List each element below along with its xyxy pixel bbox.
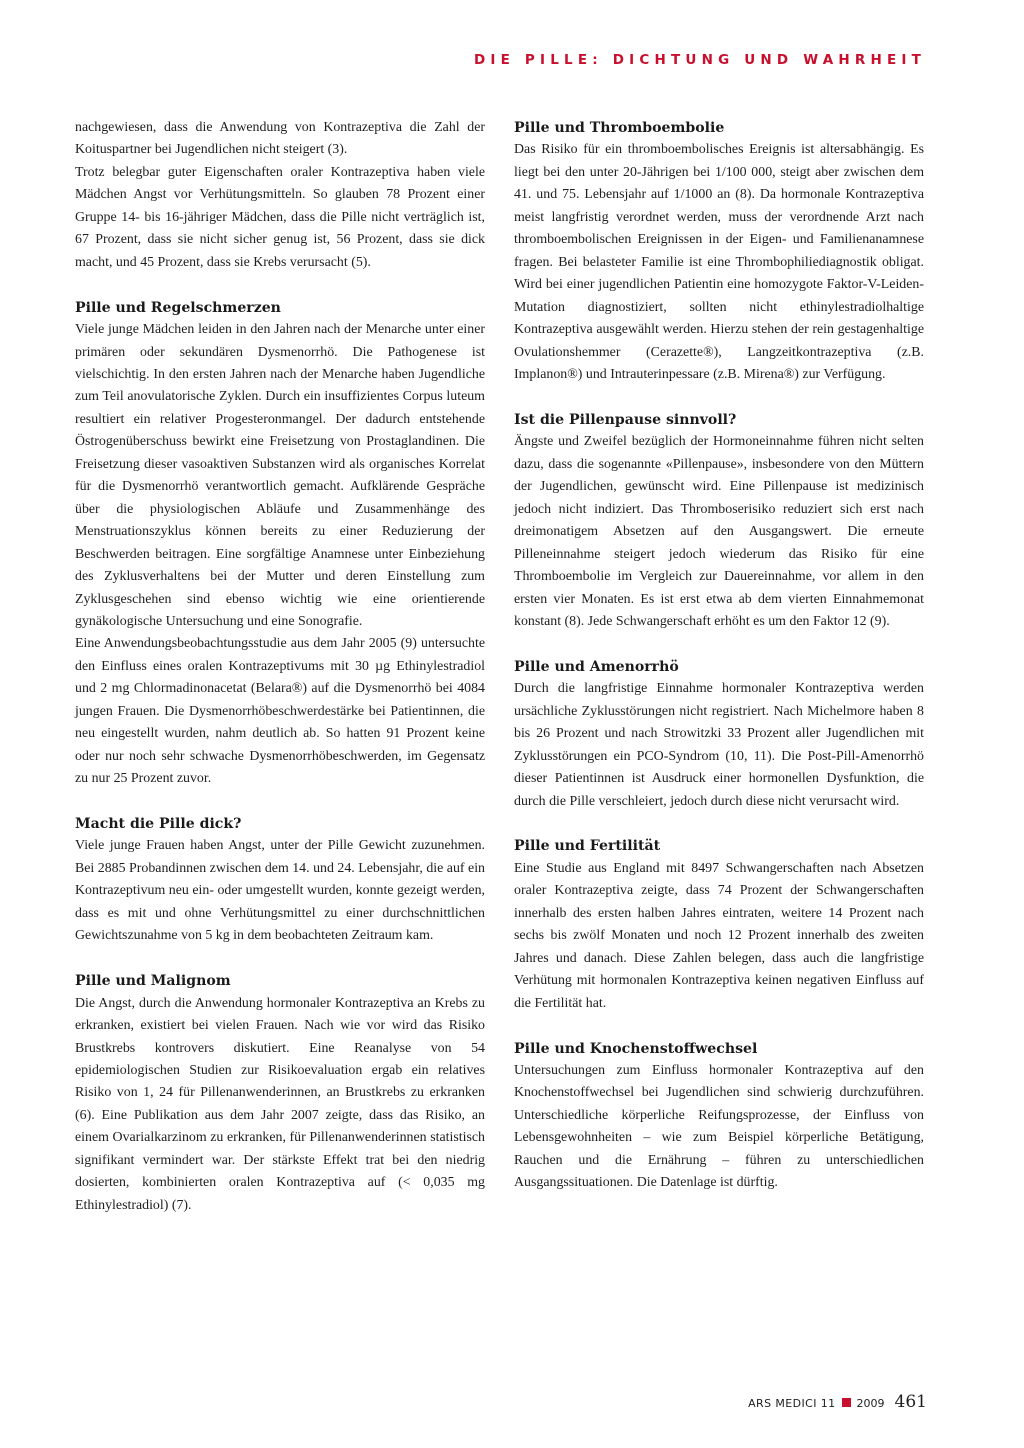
paragraph: Viele junge Mädchen leiden in den Jahren nach der Menarche unter einer primären oder sekundären Dysmenorrhö. Die Pathogenese ist vielschichtig. In den ersten Jahren nach der Menarche haben Jugendliche zum Teil anovulatorische Zyklen. Durch ein insuffizientes Corpus luteum resultiert ein relativer Progesteronmangel. Der dadurch entstehende Östrogenüberschuss bewirkt eine Freisetzung von Prostaglandinen. Die Freisetzung dieser vasoaktiven Substanzen wird als organisches Korrelat für die Dysmenorrhö verantwortlich gemacht. Aufklärende Gespräche über die physiologischen Abläufe und Zusammenhänge des Menstruationszyklus können bereits zu einer Reduzierung der Beschwerden beitragen. Eine sorgfältige Anamnese unter Einbeziehung des Zyklusverhaltens bei der Mutter und deren Einstellung zum Zyklusgeschehen sind ebenso wichtig wie eine orientierende gynäkologische Untersuchung und eine Sonografie. (75, 322, 485, 629)
paragraph: Ängste und Zweifel bezüglich der Hormoneinnahme führen nicht selten dazu, dass die sogenannte «Pillenpause», insbesondere von den Müttern der Jugendlichen, gewünscht wird. Eine Pillenpause ist medizinisch jedoch nicht indiziert. Das Thromboserisiko reduziert sich erst nach dreimonatigem Absetzen auf den Ausgangswert. Die erneute Pilleneinnahme steigert jedoch wiederum das Risiko für eine Thromboembolie im Vergleich zur Dauereinnahme, vor allem in den ersten vier Monaten. Es ist erst etwa ab dem vierten Einnahmemonat konstant (8). Jede Schwangerschaft erhöht es um den Faktor 12 (9). (514, 434, 924, 629)
page-footer (748, 1392, 927, 1412)
paragraph: Die Angst, durch die Anwendung hormonaler Kontrazeptiva an Krebs zu erkranken, existiert bei vielen Frauen. Nach wie vor wird das Risiko Brustkrebs kontrovers diskutiert. Eine Reanalyse von 54 epidemiologischen Studien zur Risikoevaluation ergab ein relatives Risiko von 1, 24 für Pillenanwenderinnen, an Brustkrebs zu erkranken (6). Eine Publikation aus dem Jahr 2007 zeigte, dass das Risiko, an einem Ovarialkarzinom zu erkranken, für Pillenanwenderinnen statistisch signifikant vermindert war. Der stärkste Effekt trat bei den niedrig dosierten, kombinierten oralen Kontrazeptiva auf (< 0,035 mg Ethinylestradiol) (7). (75, 995, 485, 1213)
paragraph: Untersuchungen zum Einfluss hormonaler Kontrazeptiva auf den Knochenstoffwechsel bei Jugendlichen sind schwierig durchzuführen. Unterschiedliche körperliche Reifungsprozesse, der Einfluss von Lebensgewohnheiten – wie zum Beispiel körperliche Betätigung, Rauchen und die Ernährung – führen zu unterschiedlichen Ausgangssituationen. Die Datenlage ist dürftig. (514, 1062, 924, 1191)
paragraph: nachgewiesen, dass die Anwendung von Kontrazeptiva die Zahl der Koituspartner bei Jugendlichen nicht steigert (3). (75, 120, 485, 158)
paragraph: Trotz belegbar guter Eigenschaften oraler Kontrazeptiva haben viele Mädchen Angst vor Verhütungsmitteln. So glauben 78 Prozent einer Gruppe 14- bis 16-jähriger Mädchen, dass die Pille nicht verträglich ist, 67 Prozent, dass sie nicht sicher genug ist, 56 Prozent, dass sie dick macht, und 45 Prozent, dass sie Krebs verursacht (5). (75, 164, 485, 270)
section-heading: Pille und Regelschmerzen (75, 299, 281, 316)
paragraph: Viele junge Frauen haben Angst, unter der Pille Gewicht zuzunehmen. Bei 2885 Probandinnen zwischen dem 14. und 24. Lebensjahr, die auf ein Kontrazeptivum neu ein- oder umgestellt wurden, konnte gezeigt werden, dass es mit und ohne Verhütungsmittel zu einer durchschnittlichen Gewichtszunahme von 5 kg in dem beobachteten Zeitraum kam. (75, 838, 485, 944)
page-number: 461 (894, 1392, 927, 1412)
running-title: DIE PILLE: DICHTUNG UND WAHRHEIT (473, 52, 926, 68)
journal-name: ARS MEDICI 11 (748, 1397, 836, 1410)
journal-year: 2009 (856, 1397, 885, 1410)
section-heading: Pille und Knochenstoffwechsel (514, 1040, 758, 1057)
section-heading: Pille und Thromboembolie (514, 120, 725, 136)
paragraph: Durch die langfristige Einnahme hormonaler Kontrazeptiva werden ursächliche Zyklusstörungen nicht registriert. Nach Michelmore haben 8 bis 26 Prozent und nach Strowitzki 33 Prozent aller Jugendlichen mit Zyklusstörungen ein PCO-Syndrom (10, 11). Die Post-Pill-Amenorrhö dieser Patientinnen ist Ausdruck einer hormonellen Dysfunktion, die durch die Pille verschleiert, jedoch durch diese nicht verursacht wird. (514, 681, 924, 809)
section-heading: Pille und Fertilität (514, 838, 661, 855)
paragraph: Eine Studie aus England mit 8497 Schwangerschaften nach Absetzen oraler Kontrazeptiva zeigte, dass 74 Prozent der Schwangerschaften innerhalb des ersten halben Jahres eintraten, weitere 14 Prozent nach sechs bis zwölf Monaten und noch 12 Prozent innerhalb des zweiten Jahres und danach. Diese Zahlen belegen, dass auch die langfristige Verhütung mit hormonalen Kontrazeptiva keinen negativen Einfluss auf die Fertilität hat. (514, 860, 924, 1011)
section-heading: Pille und Malignom (75, 973, 231, 990)
red-square-marker (842, 1398, 851, 1407)
paragraph: Das Risiko für ein thromboembolisches Ereignis ist altersabhängig. Es liegt bei den unter 20-Jährigen bei 1/100 000, steigt aber zwischen dem 41. und 75. Lebensjahr auf 1/1000 an (8). Da hormonale Kontrazeptiva meist langfristig verordnet werden, muss der verordnende Arzt nach thromboembolischen Ereignissen in der Eigen- und Familienanamnese fragen. Bei belasteter Familie ist eine Thrombophiliediagnostik obligat. Wird bei einer jugendlichen Patientin eine homozygote Faktor-V-Leiden-Mutation diagnostiziert, sollten nicht ethinylestradiolhaltige Kontrazeptiva ausgewählt werden. Hierzu stehen der rein gestagenhaltige Ovulationshemmer (Cerazette®), Langzeitkontrazeptiva (z.B. Implanon®) und Intrauterinpessare (z.B. Mirena®) zur Verfügung. (514, 142, 924, 382)
paragraph: Eine Anwendungsbeobachtungsstudie aus dem Jahr 2005 (9) untersuchte den Einfluss eines oralen Kontrazeptivums mit 30 µg Ethinylestradiol und 2 mg Chlormadinonacetat (Belara®) auf die Dysmenorrhö bei 4084 jungen Frauen. Die Dysmenorrhöbeschwerdestärke bei Patientinnen, die neu eingestellt wurden, nahm deutlich ab. So hatten 91 Prozent keine oder nur noch sehr schwache Dysmenorrhöbeschwerden, im Gegensatz zu nur 25 Prozent zuvor. (75, 636, 485, 787)
section-heading: Pille und Amenorrhö (514, 658, 679, 675)
left-column (75, 117, 485, 1217)
right-column (514, 117, 924, 1195)
section-heading: Ist die Pillenpause sinnvoll? (514, 411, 737, 428)
section-heading: Macht die Pille dick? (75, 816, 242, 833)
